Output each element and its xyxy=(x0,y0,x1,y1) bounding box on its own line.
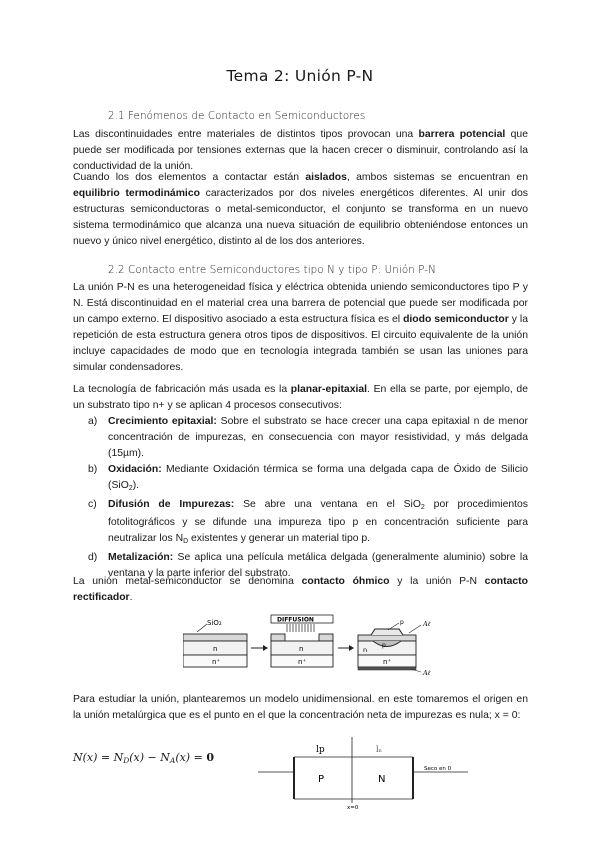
list-marker: d) xyxy=(88,552,98,564)
bold-term: Crecimiento epitaxial: xyxy=(108,416,217,427)
list-item xyxy=(73,497,528,551)
paragraph xyxy=(73,280,528,375)
text-run: Se abre una ventana en el SiO xyxy=(234,498,421,510)
subscript: 2 xyxy=(128,484,133,492)
list-marker: b) xyxy=(88,463,98,475)
text-run: , ambos sistemas se encuentran en xyxy=(346,172,528,183)
section-heading-2-2: 2.2 Contacto entre Semiconductores tipo N y tipo P: Unión P-N xyxy=(108,264,436,276)
text-run: caracterizados por dos niveles energéticos diferentes. Al unir dos estructuras semiconductoras o metal-semiconductor, el conjunto se transforma en un nuevo sistema termodinámico que alcanza una nueva situación de equilibrio obteniéndose entonces un nuevo y único nivel energético, distinto al de los dos anteriores. xyxy=(73,187,528,247)
text-run: Para estudiar la unión, plantearemos un modelo unidimensional. en este tomaremos el origen en la unión metalúrgica que es el punto en el que la concentración neta de impurezas es nula; x = 0: xyxy=(73,694,528,721)
text-run: . xyxy=(129,591,133,603)
bold-term: equilibrio termodinámico xyxy=(73,187,200,199)
x0-label: x=0 xyxy=(347,805,359,811)
text-run: La tecnología de fabricación más usada es la xyxy=(73,384,291,395)
text-run: Mediante Oxidación térmica se forma una delgada capa de Óxido de Silicio (SiO xyxy=(108,463,528,491)
subscript: D xyxy=(183,538,189,546)
paragraph xyxy=(73,127,528,175)
svg-text:n⁺: n⁺ xyxy=(383,658,392,666)
ln-label: lₙ xyxy=(376,745,383,754)
n-region-label: N xyxy=(378,774,386,785)
bold-term: aislados xyxy=(305,172,347,183)
svg-text:n: n xyxy=(363,646,368,654)
cross-section-oxidation xyxy=(183,619,247,667)
p-label: p xyxy=(400,619,404,626)
text-run: La unión metal-semiconductor se denomina xyxy=(73,576,302,587)
text-run: por procedimientos fotolitográficos y se difunde una impureza tipo p en concentración suficiente para neutralizar los N xyxy=(108,498,528,545)
section-heading-2-1: 2.1 Fenómenos de Contacto en Semiconductores xyxy=(108,110,366,122)
lp-label: lp xyxy=(316,745,325,755)
paragraph xyxy=(73,574,528,606)
diffusion-label: DIFFUSION xyxy=(277,616,314,624)
text-run: Se aplica una película metálica delgada (generalmente aluminio) sobre la ventana y la parte inferior del substrato. xyxy=(108,552,528,580)
page-title: Tema 2: Unión P-N xyxy=(226,67,374,85)
text-run: ). xyxy=(132,479,140,491)
paragraph xyxy=(73,170,528,250)
svg-text:n: n xyxy=(299,645,304,653)
bold-term: Difusión de Impurezas: xyxy=(108,498,235,510)
list-item xyxy=(73,462,528,497)
al-label-top: Aℓ xyxy=(423,620,431,628)
list-marker: a) xyxy=(88,416,98,427)
paragraph xyxy=(73,382,528,414)
sio2-label: SiO₂ xyxy=(207,619,222,627)
pn-junction-figure xyxy=(258,737,468,811)
svg-text:p: p xyxy=(382,642,386,649)
text-run: Cuando los dos elementos a contactar están xyxy=(73,172,306,183)
p-region-label: P xyxy=(318,774,325,785)
paragraph xyxy=(73,692,528,724)
bold-term: planar-epitaxial xyxy=(290,384,368,395)
nplus-label: n⁺ xyxy=(212,658,221,666)
cross-section-metallization xyxy=(358,619,431,677)
text-run: . En ella se parte, por ejemplo, de un substrato tipo n+ y se aplican 4 procesos consecutivos: xyxy=(73,384,528,411)
text-run: Las discontinuidades entre materiales de distintos tipos provocan una xyxy=(73,129,419,140)
svg-text:n⁺: n⁺ xyxy=(298,658,307,666)
text-run: que puede ser modificada por tensiones externas que la hacen crecer o disminuir, controlando así la conductividad de la unión. xyxy=(73,129,528,172)
bold-term: Metalización: xyxy=(108,552,174,564)
text-run: y la unión P-N xyxy=(389,576,485,587)
arrow-icon xyxy=(251,645,268,651)
list-item xyxy=(73,414,528,462)
cross-section-diffusion xyxy=(271,615,333,667)
note-label: Seco en 0 xyxy=(424,766,452,772)
process-figure xyxy=(183,612,443,680)
al-label-bottom: Aℓ xyxy=(423,669,431,677)
text-run: y la repetición de esta estructura genera otros tipos de dispositivos. El circuito equivalente de la unión incluye capacidades de modo que en tecnología integrada también se usan las uniones para simular condensadores. xyxy=(73,313,528,373)
process-list xyxy=(73,414,528,582)
bold-term: Oxidación: xyxy=(108,463,162,475)
arrow-icon xyxy=(338,645,354,651)
n-label: n xyxy=(213,645,218,653)
subscript: 2 xyxy=(420,503,425,511)
text-run: La unión P-N es una heterogeneidad física y eléctrica obtenida uniendo semiconductores tipo P y N. Está discontinuidad en el material crea una barrera de potencial que puede ser modificada por un campo externo. El dispositivo asociado a esta estructura física es el xyxy=(73,282,528,325)
bold-term: barrera potencial xyxy=(418,129,506,140)
list-marker: c) xyxy=(88,498,97,510)
impurity-formula: $N(x) = N_D(x) - N_A(x) = 0$ xyxy=(73,751,214,765)
text-run: existentes y generar un material tipo p. xyxy=(188,533,371,545)
bold-term: diodo semiconductor xyxy=(403,313,509,325)
bold-term: contacto óhmico xyxy=(301,576,390,587)
bold-term: contacto rectificador xyxy=(73,576,528,603)
text-run: Sobre el substrato se hace crecer una capa epitaxial n de menor concentración de impurezas, en consecuencia con mayor resistividad, y más delgada (15µm). xyxy=(108,416,528,459)
